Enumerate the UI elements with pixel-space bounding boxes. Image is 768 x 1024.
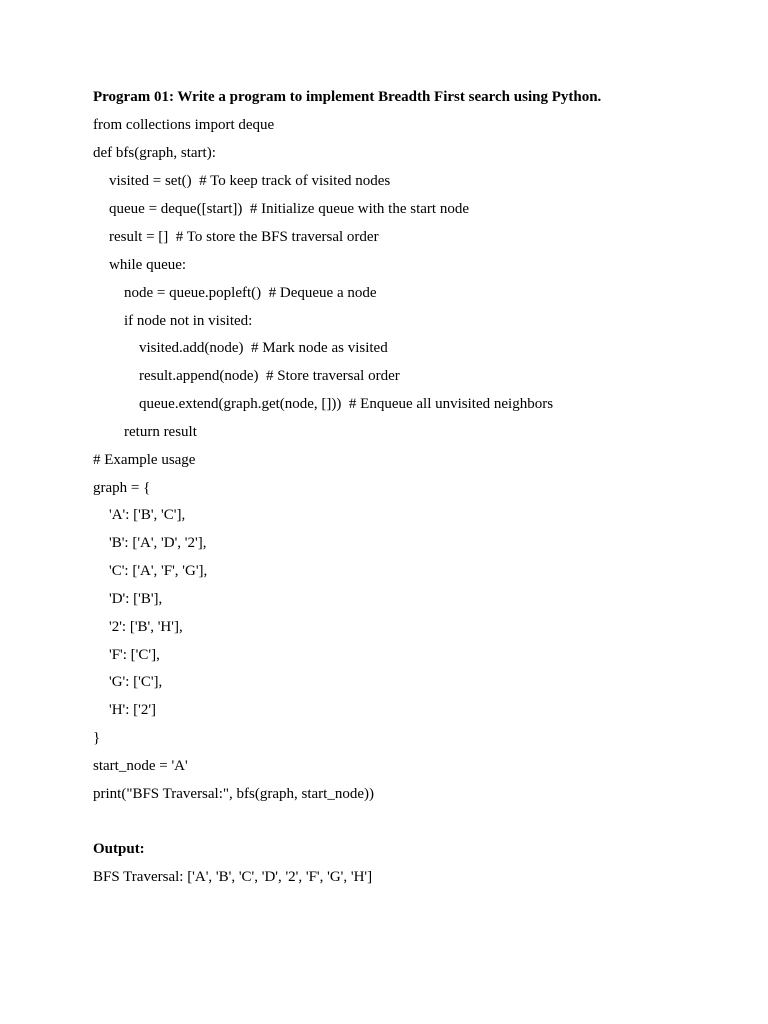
code-line-2: def bfs(graph, start): (93, 145, 216, 161)
code-line-7: node = queue.popleft() # Dequeue a node (124, 285, 377, 301)
code-line-8: if node not in visited: (124, 313, 253, 329)
code-line-3: visited = set() # To keep track of visited nodes (109, 173, 391, 189)
code-line-23: } (93, 730, 101, 746)
code-line-18: 'D': ['B'], (109, 591, 163, 607)
code-line-24: start_node = 'A' (93, 758, 188, 774)
code-line-16: 'B': ['A', 'D', '2'], (109, 535, 207, 551)
program-title: Program 01: Write a program to implement Breadth First search using Python. (93, 89, 602, 105)
code-line-15: 'A': ['B', 'C'], (109, 507, 186, 523)
code-line-1: from collections import deque (93, 117, 275, 133)
code-line-21: 'G': ['C'], (109, 674, 163, 690)
code-line-19: '2': ['B', 'H'], (109, 619, 183, 635)
code-line-13: # Example usage (93, 452, 196, 468)
code-line-5: result = [] # To store the BFS traversal order (109, 229, 379, 245)
code-line-17: 'C': ['A', 'F', 'G'], (109, 563, 208, 579)
output-heading: Output: (93, 841, 145, 857)
code-line-6: while queue: (109, 257, 187, 273)
code-line-10: result.append(node) # Store traversal order (139, 368, 400, 384)
code-line-25: print("BFS Traversal:", bfs(graph, start_node)) (93, 786, 374, 802)
code-line-4: queue = deque([start]) # Initialize queue with the start node (109, 201, 469, 217)
code-line-9: visited.add(node) # Mark node as visited (139, 340, 388, 356)
output-text: BFS Traversal: ['A', 'B', 'C', 'D', '2', 'F', 'G', 'H'] (93, 869, 373, 885)
code-line-14: graph = { (93, 480, 151, 496)
code-line-12: return result (124, 424, 197, 440)
code-line-22: 'H': ['2'] (109, 702, 157, 718)
code-line-11: queue.extend(graph.get(node, [])) # Enqueue all unvisited neighbors (139, 396, 554, 412)
code-line-20: 'F': ['C'], (109, 647, 160, 663)
